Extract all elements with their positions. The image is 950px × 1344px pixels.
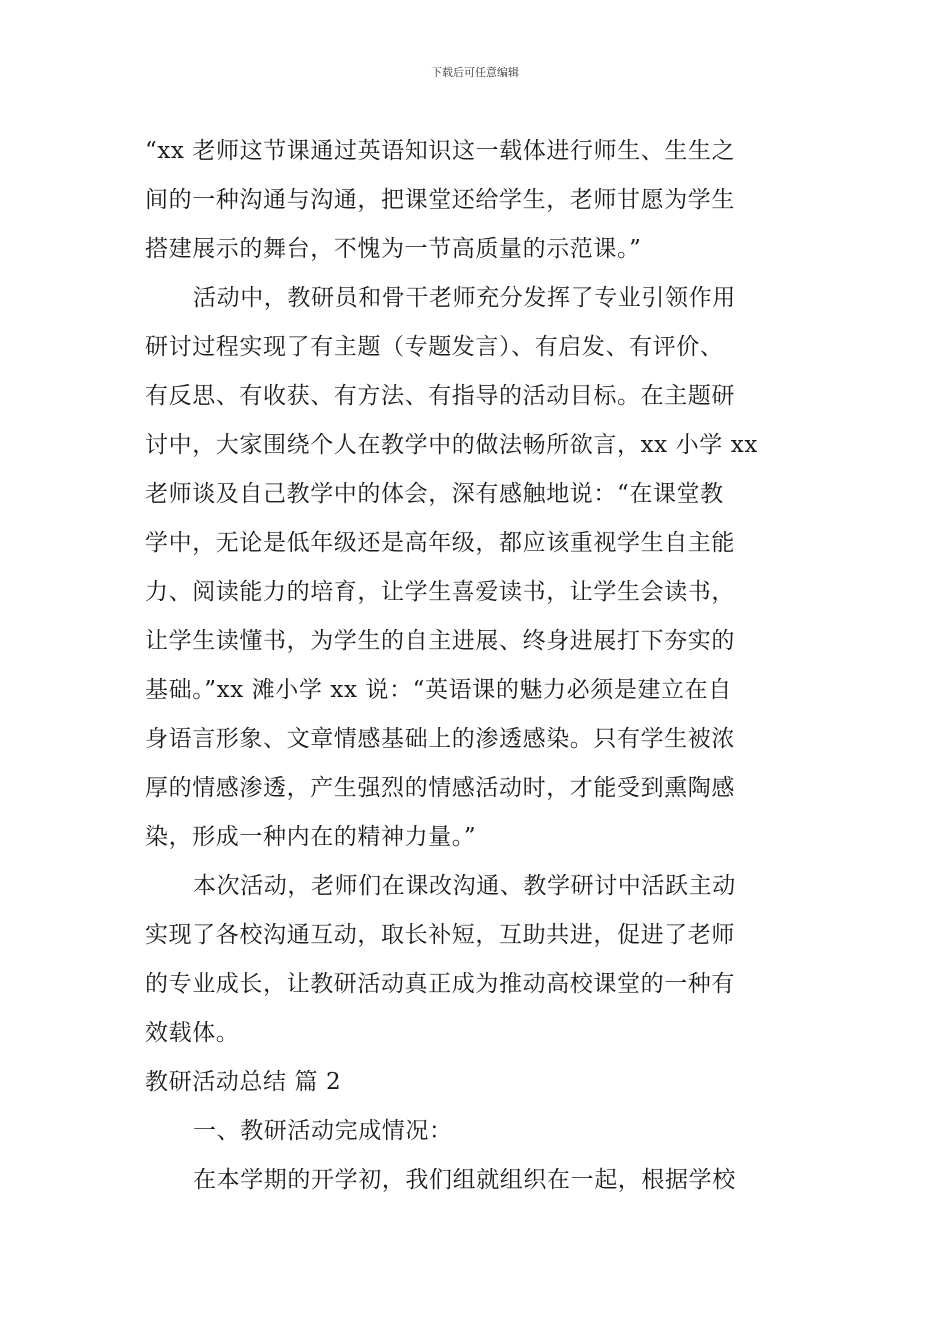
text-line: 的专业成长，让教研活动真正成为推动高校课堂的一种有	[145, 971, 735, 997]
text-line: 让学生读懂书，为学生的自主进展、终身进展打下夯实的	[145, 628, 735, 654]
text-line: 间的一种沟通与沟通，把课堂还给学生，老师甘愿为学生	[145, 187, 735, 213]
text-line: 身语言形象、文章情感基础上的渗透感染。只有学生被浓	[145, 726, 735, 752]
text-line: 效载体。	[145, 1020, 240, 1046]
text-line: 讨中，大家围绕个人在教学中的做法畅所欲言，xx 小学 xx	[145, 432, 758, 458]
text-line: 老师谈及自己教学中的体会，深有感触地说：“在课堂教	[145, 481, 724, 507]
text-line: 研讨过程实现了有主题（专题发言）、有启发、有评价、	[145, 334, 724, 360]
text-line: 本次活动，老师们在课改沟通、教学研讨中活跃主动	[193, 873, 736, 899]
page-header: 下载后可任意编辑	[431, 66, 519, 79]
text-line: 染，形成一种内在的精神力量。”	[145, 824, 477, 850]
text-line: 有反思、有收获、有方法、有指导的活动目标。在主题研	[145, 383, 735, 409]
text-line: 搭建展示的舞台，不愧为一节高质量的示范课。”	[145, 236, 642, 262]
text-line: 活动中，教研员和骨干老师充分发挥了专业引领作用	[193, 285, 736, 311]
subsection-heading: 一、教研活动完成情况：	[193, 1118, 453, 1144]
text-line: 基础。”xx 滩小学 xx 说：“英语课的魅力必须是建立在自	[145, 677, 732, 703]
text-line: 厚的情感渗透，产生强烈的情感活动时，才能受到熏陶感	[145, 775, 735, 801]
text-line: 力、阅读能力的培育，让学生喜爱读书，让学生会读书，	[145, 579, 735, 605]
text-line: 实现了各校沟通互动，取长补短，互助共进，促进了老师	[145, 922, 735, 948]
section-heading: 教研活动总结 篇 2	[145, 1069, 342, 1095]
text-line: “xx 老师这节课通过英语知识这一载体进行师生、生生之	[145, 138, 736, 164]
text-line: 在本学期的开学初，我们组就组织在一起，根据学校	[193, 1167, 736, 1193]
document-body	[145, 132, 807, 1210]
text-line: 学中，无论是低年级还是高年级，都应该重视学生自主能	[145, 530, 735, 556]
